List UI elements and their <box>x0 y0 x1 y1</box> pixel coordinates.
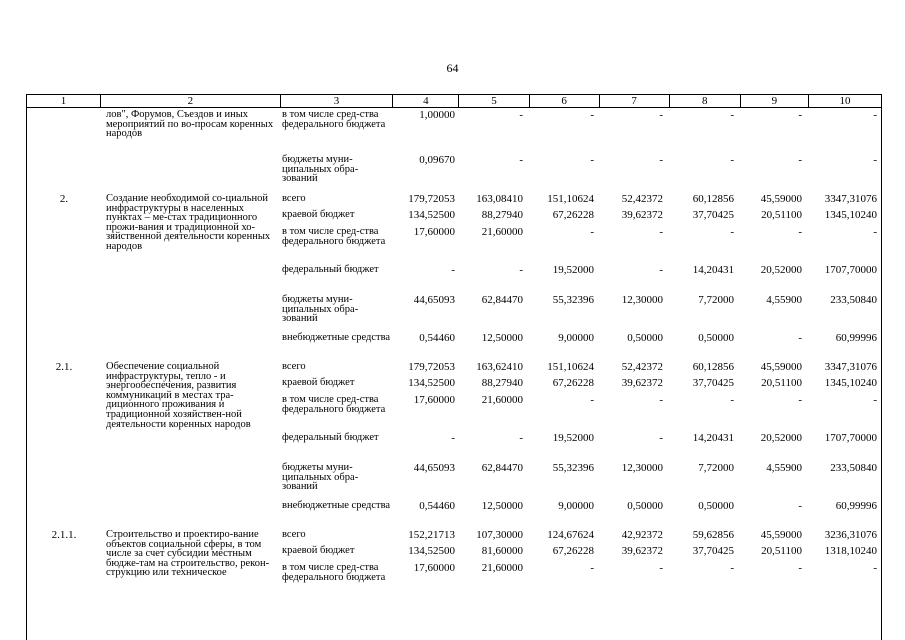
row-number: 2.1.1. <box>51 529 77 541</box>
funding-source: в том числе сред-ства федерального бюджета <box>282 562 386 583</box>
value-cell: - <box>730 109 734 121</box>
value-cell: - <box>730 154 734 166</box>
value-cell: 67,26228 <box>552 545 594 557</box>
header-col-9: 9 <box>740 95 808 107</box>
funding-source: в том числе сред-ства федерального бюджета <box>282 226 386 247</box>
header-col-3: 3 <box>280 95 393 107</box>
value-cell: 163,08410 <box>476 193 523 205</box>
value-cell: - <box>590 109 594 121</box>
value-cell: - <box>798 109 802 121</box>
funding-source: внебюджетные средства <box>282 500 391 511</box>
value-cell: 1345,10240 <box>824 209 877 221</box>
value-cell: - <box>798 226 802 238</box>
value-cell: 62,84470 <box>481 462 523 474</box>
value-cell: - <box>659 154 663 166</box>
value-cell: 37,70425 <box>692 545 734 557</box>
value-cell: 12,30000 <box>621 462 663 474</box>
value-cell: 39,62372 <box>621 209 663 221</box>
value-cell: 17,60000 <box>413 562 455 574</box>
value-cell: 14,20431 <box>692 432 734 444</box>
value-cell: 0,50000 <box>627 500 663 512</box>
value-cell: 179,72053 <box>408 193 455 205</box>
funding-source: в том числе сред-ства федерального бюджета <box>282 394 386 415</box>
value-cell: 12,30000 <box>621 294 663 306</box>
value-cell: - <box>730 394 734 406</box>
value-cell: - <box>519 109 523 121</box>
value-cell: 179,72053 <box>408 361 455 373</box>
value-cell: 60,99996 <box>835 332 877 344</box>
value-cell: 55,32396 <box>552 294 594 306</box>
funding-source: всего <box>282 361 306 372</box>
value-cell: 44,65093 <box>413 294 455 306</box>
value-cell: 14,20431 <box>692 264 734 276</box>
value-cell: 67,26228 <box>552 377 594 389</box>
value-cell: 44,65093 <box>413 462 455 474</box>
value-cell: - <box>730 562 734 574</box>
value-cell: 0,50000 <box>627 332 663 344</box>
funding-source: бюджеты муни-ципальных обра-зований <box>282 462 359 493</box>
value-cell: 1345,10240 <box>824 377 877 389</box>
value-cell: - <box>798 394 802 406</box>
value-cell: - <box>659 226 663 238</box>
page-number: 64 <box>446 61 459 75</box>
header-col-1: 1 <box>60 95 67 107</box>
value-cell: - <box>798 562 802 574</box>
value-cell: 1318,10240 <box>824 545 877 557</box>
value-cell: 4,55900 <box>766 294 802 306</box>
value-cell: - <box>519 264 523 276</box>
value-cell: 52,42372 <box>621 193 663 205</box>
value-cell: 233,50840 <box>830 462 877 474</box>
table-header <box>26 94 882 108</box>
value-cell: 9,00000 <box>558 332 594 344</box>
activity-name: Строительство и проектиро-вание объектов социальной сферы, в том числе за счет субсидии местным бюдже-там на строительство, рекон-струкцию или техническое <box>106 529 270 579</box>
value-cell: - <box>659 432 663 444</box>
value-cell: 3236,31076 <box>824 529 877 541</box>
value-cell: - <box>873 109 877 121</box>
value-cell: 42,92372 <box>621 529 663 541</box>
funding-source: всего <box>282 529 306 540</box>
value-cell: - <box>659 562 663 574</box>
value-cell: 4,55900 <box>766 462 802 474</box>
value-cell: 152,21713 <box>408 529 455 541</box>
value-cell: 7,72000 <box>698 294 734 306</box>
value-cell: 20,51100 <box>761 545 802 557</box>
funding-source: краевой бюджет <box>282 545 355 556</box>
value-cell: 37,70425 <box>692 377 734 389</box>
value-cell: 20,51100 <box>761 209 802 221</box>
header-col-6: 6 <box>529 95 599 107</box>
value-cell: 37,70425 <box>692 209 734 221</box>
value-cell: - <box>590 562 594 574</box>
funding-source: бюджеты муни-ципальных обра-зований <box>282 154 359 185</box>
value-cell: 60,12856 <box>692 361 734 373</box>
value-cell: 21,60000 <box>481 562 523 574</box>
value-cell: 124,67624 <box>547 529 594 541</box>
value-cell: - <box>590 154 594 166</box>
value-cell: 1707,70000 <box>824 264 877 276</box>
funding-source: бюджеты муни-ципальных обра-зований <box>282 294 359 325</box>
value-cell: 107,30000 <box>476 529 523 541</box>
value-cell: - <box>451 264 455 276</box>
value-cell: - <box>519 432 523 444</box>
value-cell: 12,50000 <box>481 500 523 512</box>
value-cell: 19,52000 <box>552 432 594 444</box>
value-cell: - <box>590 394 594 406</box>
value-cell: - <box>590 226 594 238</box>
value-cell: 45,59000 <box>760 361 802 373</box>
value-cell: 19,52000 <box>552 264 594 276</box>
value-cell: 3347,31076 <box>824 193 877 205</box>
value-cell: 55,32396 <box>552 462 594 474</box>
value-cell: 52,42372 <box>621 361 663 373</box>
value-cell: - <box>659 109 663 121</box>
funding-source: всего <box>282 193 306 204</box>
value-cell: - <box>873 394 877 406</box>
value-cell: - <box>798 500 802 512</box>
value-cell: 134,52500 <box>408 377 455 389</box>
activity-name: лов", Форумов, Съездов и иных мероприятий по во-просам коренных народов <box>106 109 274 140</box>
value-cell: - <box>659 394 663 406</box>
header-col-8: 8 <box>669 95 740 107</box>
value-cell: - <box>873 154 877 166</box>
value-cell: 67,26228 <box>552 209 594 221</box>
value-cell: 81,60000 <box>481 545 523 557</box>
header-col-10: 10 <box>808 95 881 107</box>
value-cell: - <box>519 154 523 166</box>
header-col-2: 2 <box>100 95 280 107</box>
value-cell: 17,60000 <box>413 226 455 238</box>
value-cell: 39,62372 <box>621 377 663 389</box>
header-col-4: 4 <box>392 95 458 107</box>
value-cell: 0,54460 <box>419 500 455 512</box>
table-body <box>26 108 882 640</box>
row-number: 2.1. <box>55 361 73 373</box>
value-cell: 21,60000 <box>481 394 523 406</box>
value-cell: 1,00000 <box>419 109 455 121</box>
value-cell: - <box>659 264 663 276</box>
value-cell: 45,59000 <box>760 193 802 205</box>
value-cell: 151,10624 <box>547 193 594 205</box>
value-cell: 134,52500 <box>408 209 455 221</box>
value-cell: 0,50000 <box>698 332 734 344</box>
value-cell: - <box>873 226 877 238</box>
value-cell: 39,62372 <box>621 545 663 557</box>
value-cell: 7,72000 <box>698 462 734 474</box>
value-cell: 88,27940 <box>481 377 523 389</box>
value-cell: 20,52000 <box>760 264 802 276</box>
value-cell: 1707,70000 <box>824 432 877 444</box>
value-cell: 60,99996 <box>835 500 877 512</box>
value-cell: 59,62856 <box>692 529 734 541</box>
value-cell: 233,50840 <box>830 294 877 306</box>
value-cell: - <box>798 332 802 344</box>
value-cell: 20,52000 <box>760 432 802 444</box>
value-cell: 163,62410 <box>476 361 523 373</box>
value-cell: 9,00000 <box>558 500 594 512</box>
funding-source: федеральный бюджет <box>282 432 379 443</box>
funding-source: в том числе сред-ства федерального бюджета <box>282 109 386 130</box>
funding-source: федеральный бюджет <box>282 264 379 275</box>
value-cell: - <box>730 226 734 238</box>
value-cell: 12,50000 <box>481 332 523 344</box>
value-cell: 45,59000 <box>760 529 802 541</box>
value-cell: 151,10624 <box>547 361 594 373</box>
value-cell: 3347,31076 <box>824 361 877 373</box>
value-cell: 21,60000 <box>481 226 523 238</box>
value-cell: 17,60000 <box>413 394 455 406</box>
header-col-5: 5 <box>458 95 528 107</box>
funding-source: краевой бюджет <box>282 209 355 220</box>
value-cell: 20,51100 <box>761 377 802 389</box>
header-col-7: 7 <box>599 95 669 107</box>
funding-source: краевой бюджет <box>282 377 355 388</box>
value-cell: 62,84470 <box>481 294 523 306</box>
value-cell: 88,27940 <box>481 209 523 221</box>
value-cell: - <box>873 562 877 574</box>
value-cell: 134,52500 <box>408 545 455 557</box>
funding-source: внебюджетные средства <box>282 332 391 343</box>
activity-name: Создание необходимой со-циальной инфраструктуры в населенных пунктах – ме-стах традиционного прожи-вания и традиционной хо-зяйственной деятельности коренных народов <box>106 193 271 252</box>
value-cell: 0,50000 <box>698 500 734 512</box>
row-number: 2. <box>59 193 69 205</box>
activity-name: Обеспечение социальной инфраструктуры, тепло - и энергообеспечения, развития коммуникаций в местах тра-диционного проживания и традиционной хозяйствен-ной деятельности коренных народов <box>106 361 251 430</box>
value-cell: 60,12856 <box>692 193 734 205</box>
value-cell: 0,54460 <box>419 332 455 344</box>
value-cell: - <box>798 154 802 166</box>
value-cell: - <box>451 432 455 444</box>
value-cell: 0,09670 <box>419 154 455 166</box>
